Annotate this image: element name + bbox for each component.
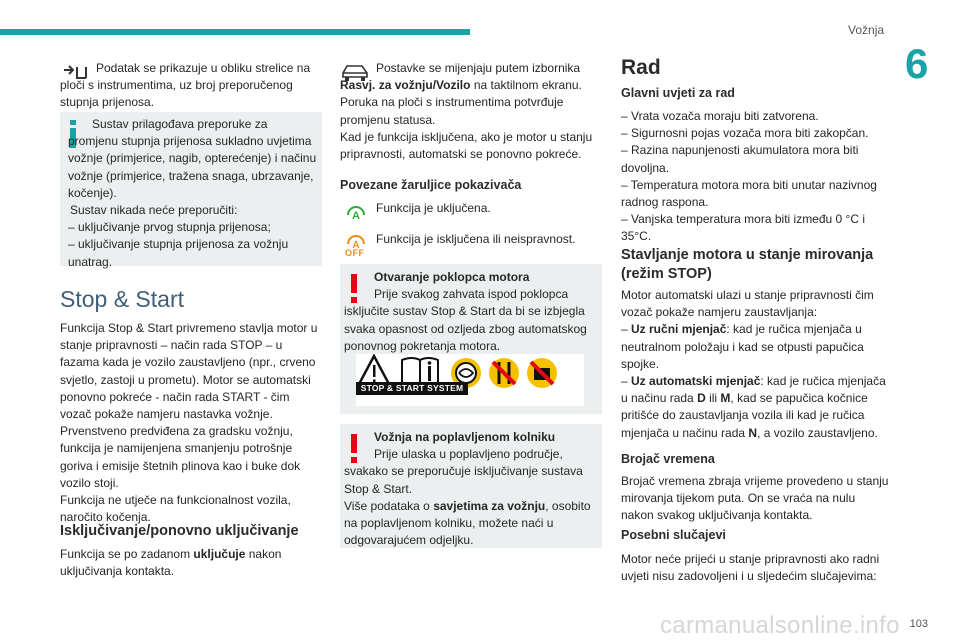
header-section-label: Vožnja [848,23,885,37]
section-title-rad: Rad [621,56,661,79]
info-text-2: Sustav nikada neće preporučiti: [70,203,238,218]
warning-box-hood [340,264,602,414]
warning-body: Prije svakog zahvata ispod poklopca isključite sustav Stop & Start da bi se izbjegla svaka opasnost od ozljeda zbog automatskog ponovnog pokretanja motora. [344,287,587,353]
stop-mode-title: Stavljanje motora u stanje mirovanja (režim STOP) [621,247,874,282]
stop-start-off-icon [343,231,369,261]
manual-gearbox-item: – Uz ručni mjenjač: kad je ručica mjenjača u neutralnom položaju i kad se otpusti papučica spojke. [621,322,864,371]
counter-body: Brojač vremena zbraja vrijeme provedeno u stanju mirovanja tijekom puta. On se vraća na nulu nakon svakog uključivanja kontakta. [621,474,889,523]
list-item: – Vrata vozača moraju biti zatvorena. [621,109,819,123]
svg-text:A: A [352,210,360,222]
header-bar [0,29,470,35]
car-note-2: Poruka na ploči s instrumentima potvrđuje promjenu statusa. [340,95,564,127]
lamp-off-text: Funkcija je isključena ili neispravnost. [376,232,576,246]
warning-box-flood [340,424,602,548]
warning-more: Više podataka o savjetima za vožnju, osobito na poplavljenom kolniku, možete naći u odgovarajućem odjeljku. [344,498,591,548]
special-cases-title: Posebni slučajevi [621,528,726,542]
counter-title: Brojač vremena [621,452,715,466]
list-item: – Razina napunjenosti akumulatora mora biti dovoljna. [621,143,859,175]
special-cases-body: Motor neće prijeći u stanje pripravnosti ako radni uvjeti nisu zadovoljeni i u sljedećim slučajevima: [621,552,880,584]
lamps-title: Povezane žaruljice pokazivača [340,178,522,192]
subsection-body: Funkcija se po zadanom uključuje nakon uključivanja kontakta. [60,547,282,579]
car-note-3: Kad je funkcija isključena, ako je motor u stanju pripravnosti, automatski se ponovno pokreće. [340,129,593,162]
subsection-title: Isključivanje/ponovno uključivanje [60,523,299,539]
page-number: 103 [909,618,928,630]
svg-text:A: A [352,240,360,251]
lamp-on-text: Funkcija je uključena. [376,201,491,215]
warning-title: Vožnja na poplavljenom kolniku [374,430,556,444]
stop-start-label-image [356,354,584,406]
lamp-off-label: OFF [345,248,365,258]
section-body: Funkcija Stop & Start privremeno stavlja motor u stanje pripravnosti – način rada STOP – u fazama kada je vozilo zaustavljeno (npr., crveno svjetlo, zastoji u prometu). Motor se automatski ponovno pokreće - način rada START - čim vozač pokaže namjeru nastavka vožnje. [60,321,318,422]
car-note: Postavke se mijenjaju putem izbornika Rasvj. za vožnju/Vozilo na taktilnom ekranu. [340,61,582,93]
section-body-3: Funkcija ne utječe na funkcionalnost vozila, naročito kočenja. [60,493,291,525]
chapter-number: 6 [905,40,929,87]
watermark: carmanualsonline.info [660,612,900,639]
conditions-title: Glavni uvjeti za rad [621,86,735,100]
stop-start-on-icon [343,200,369,226]
info-text: Sustav prilagođava preporuke za promjenu stupnja prijenosa sukladno uvjetima vožnje (primjerice, nagib, opterećenje) i načinu vožnje (primjerice, tražena snaga, ubrzavanje, kočenje). [68,117,317,200]
auto-gearbox-item: – Uz automatski mjenjač: kad je ručica mjenjača u načinu rada D ili M, kad se papučica kočnice pritišće do zaustavljanja vozila ili kad je ručica mjenjača u načinu rada N, a vozilo zaustavljeno. [621,374,886,440]
stop-mode-body: Motor automatski ulazi u stanje pripravnosti čim vozač pokaže namjeru zaustavljanja: [621,288,874,320]
gear-note: Podatak se prikazuje u obliku strelice na ploči s instrumentima, uz broj preporučenog stupnja prijenosa. [60,61,311,110]
info-box [60,112,322,269]
info-list-item: – uključivanje prvog stupnja prijenosa; [68,220,271,235]
section-title-stop-start: Stop & Start [60,286,185,312]
info-list-item: – uključivanje stupnja prijenosa za vožnju unatrag. [68,237,289,269]
list-item: – Sigurnosni pojas vozača mora biti zakopčan. [621,126,869,141]
list-item: – Temperatura motora mora biti unutar nazivnog radnog raspona. [621,177,877,210]
conditions-list [621,108,891,246]
warning-body: Prije ulaska u poplavljeno područje, svakako se preporučuje isključivanje sustava Stop & Start. [344,447,583,496]
section-body-2: Prvenstveno predviđena za gradsku vožnju, funkcija je namijenjena smanjenju potrošnje goriva i emisije štetnih plinova kao i buke dok vozilo stoji. [60,424,301,490]
list-item: – Vanjska temperatura mora biti između 0 °C i 35°C. [621,212,866,244]
label-banner: STOP & START SYSTEM [356,382,468,395]
warning-title: Otvaranje poklopca motora [374,270,530,284]
